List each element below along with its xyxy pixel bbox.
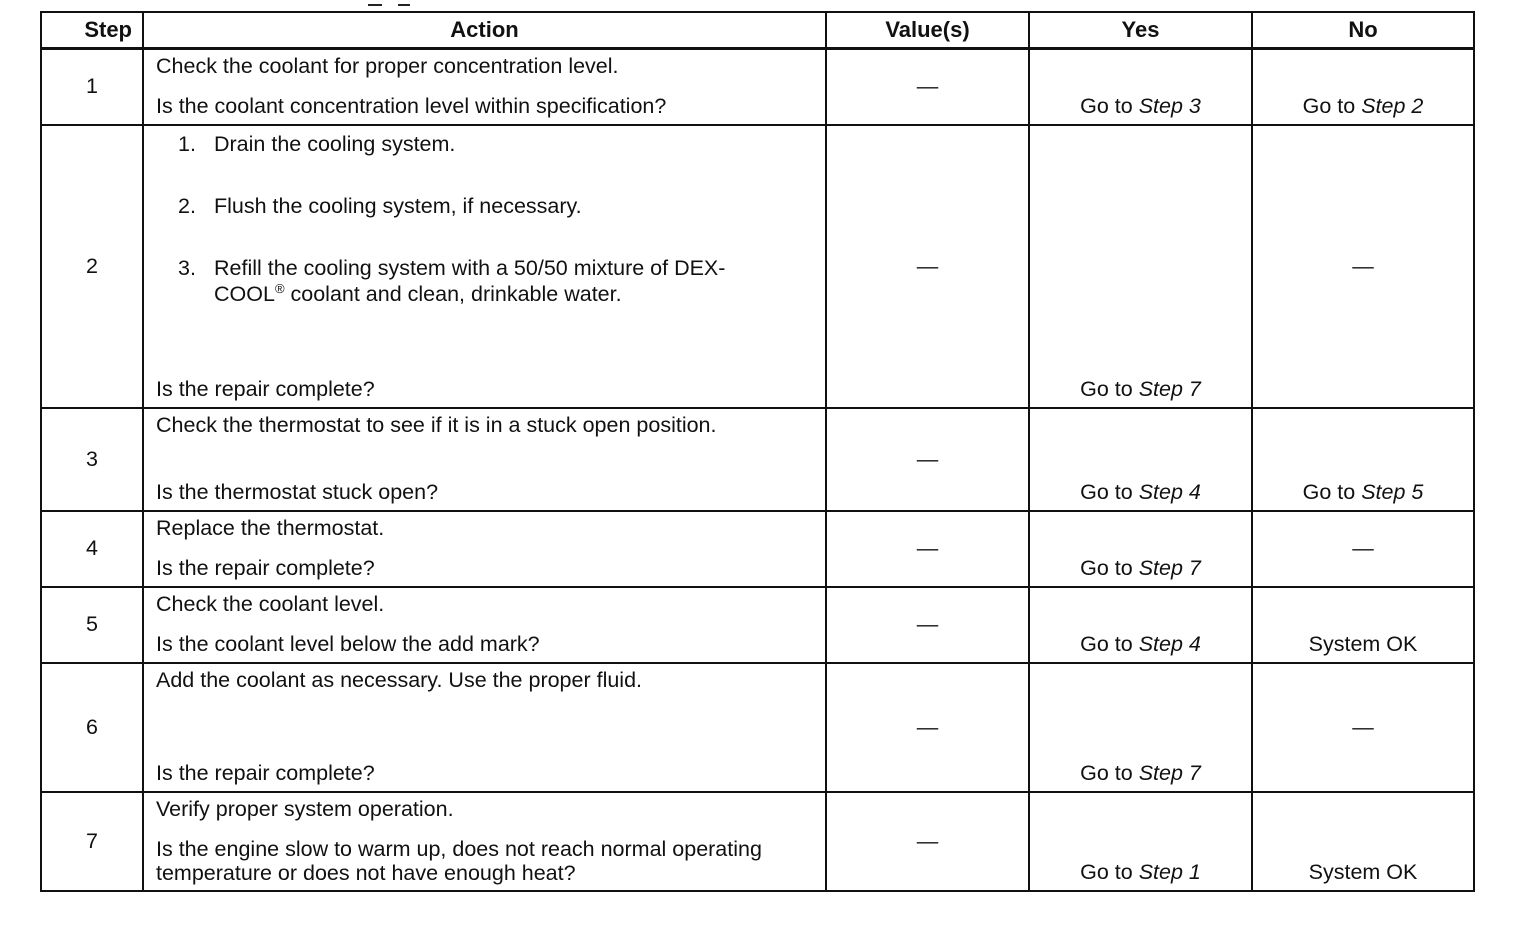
step-number: 5: [41, 587, 143, 663]
no-prefix: Go to: [1302, 94, 1362, 119]
table-row: [41, 125, 1474, 408]
no-cell: [1252, 663, 1474, 792]
action-question: Is the repair complete?: [156, 377, 375, 402]
diagnostic-table: [40, 11, 1475, 892]
no-dash: —: [1352, 714, 1374, 739]
list-number: 1.: [178, 132, 196, 156]
no-cell: [1252, 49, 1474, 126]
value-cell: [826, 408, 1029, 511]
no-cell: [1252, 587, 1474, 663]
yes-step-link: Step 3: [1138, 94, 1201, 119]
yes-cell: [1029, 49, 1252, 126]
action-question: Is the thermostat stuck open?: [156, 480, 439, 505]
action-question: Is the coolant level below the add mark?: [156, 632, 540, 657]
action-question: Is the repair complete?: [156, 761, 375, 786]
list-item: [178, 193, 817, 220]
yes-prefix: Go to: [1080, 94, 1139, 119]
list-text: Drain the cooling system.: [214, 132, 456, 156]
action-text: Check the coolant for proper concentration level.: [156, 54, 619, 78]
step-number: 1: [41, 49, 143, 126]
action-list: [156, 132, 817, 308]
value-dash: —: [916, 714, 939, 739]
action-cell: [143, 408, 826, 511]
list-item: [178, 255, 817, 309]
yes-step-link: Step 4: [1138, 632, 1201, 657]
action-question: Is the engine slow to warm up, does not reach normal operating temperature or does not have enough heat?: [156, 836, 762, 886]
action-text: Add the coolant as necessary. Use the proper fluid.: [156, 668, 643, 692]
yes-cell: [1029, 125, 1252, 408]
no-dash: —: [1352, 253, 1374, 278]
value-dash: —: [916, 74, 939, 99]
system-ok-text: System OK: [1308, 632, 1418, 657]
list-text: Refill the cooling system with a 50/50 mixture of DEX-COOL: [214, 255, 726, 307]
header-step: Step: [41, 12, 143, 49]
no-cell: [1252, 511, 1474, 587]
list-number: 2.: [178, 193, 196, 218]
header-no: No: [1252, 12, 1474, 49]
table-row: [41, 792, 1474, 891]
yes-step-link: Step 7: [1138, 761, 1201, 786]
value-dash: —: [916, 536, 939, 561]
table-row: [41, 49, 1474, 126]
yes-prefix: Go to: [1080, 632, 1139, 657]
value-dash: —: [916, 828, 939, 853]
table-row: [41, 511, 1474, 587]
value-cell: [826, 663, 1029, 792]
action-text: Check the thermostat to see if it is in a stuck open position.: [156, 413, 717, 437]
registered-mark: ®: [274, 281, 285, 297]
yes-cell: [1029, 511, 1252, 587]
step-number: 2: [41, 125, 143, 408]
list-item: [178, 132, 817, 158]
action-text: Check the coolant level.: [156, 592, 385, 616]
system-ok-text: System OK: [1308, 860, 1418, 885]
yes-cell: [1029, 408, 1252, 511]
yes-cell: [1029, 587, 1252, 663]
action-cell: [143, 587, 826, 663]
list-text: Flush the cooling system, if necessary.: [214, 193, 582, 218]
table-row: [41, 663, 1474, 792]
table-row: [41, 408, 1474, 511]
yes-cell: [1029, 663, 1252, 792]
action-cell: [143, 49, 826, 126]
stray-scan-mark: [368, 2, 416, 8]
value-cell: [826, 792, 1029, 891]
action-cell: [143, 792, 826, 891]
yes-prefix: Go to: [1080, 377, 1139, 402]
yes-cell: [1029, 792, 1252, 891]
value-dash: —: [916, 253, 939, 278]
action-text: Verify proper system operation.: [156, 797, 454, 821]
step-number: 4: [41, 511, 143, 587]
header-action: Action: [143, 12, 826, 49]
no-dash: —: [1352, 536, 1374, 561]
list-text: coolant and clean, drinkable water.: [284, 282, 622, 307]
yes-step-link: Step 1: [1138, 860, 1201, 885]
value-dash: —: [916, 612, 939, 637]
yes-prefix: Go to: [1080, 480, 1139, 505]
yes-prefix: Go to: [1080, 860, 1139, 885]
step-number: 3: [41, 408, 143, 511]
yes-step-link: Step 7: [1138, 377, 1201, 402]
no-cell: [1252, 408, 1474, 511]
header-values: Value(s): [826, 12, 1029, 49]
yes-step-link: Step 7: [1138, 556, 1201, 581]
no-step-link: Step 5: [1361, 480, 1424, 505]
step-number: 6: [41, 663, 143, 792]
action-text: Replace the thermostat.: [156, 516, 385, 540]
list-number: 3.: [178, 255, 196, 280]
value-cell: [826, 49, 1029, 126]
yes-prefix: Go to: [1080, 556, 1139, 581]
no-cell: [1252, 125, 1474, 408]
action-question: Is the coolant concentration level within specification?: [156, 94, 667, 119]
table-row: [41, 587, 1474, 663]
value-cell: [826, 587, 1029, 663]
header-yes: Yes: [1029, 12, 1252, 49]
value-cell: [826, 125, 1029, 408]
yes-step-link: Step 4: [1138, 480, 1201, 505]
no-step-link: Step 2: [1361, 94, 1424, 119]
no-cell: [1252, 792, 1474, 891]
yes-prefix: Go to: [1080, 761, 1139, 786]
action-cell: [143, 125, 826, 408]
header-row: [41, 12, 1474, 49]
value-dash: —: [916, 446, 939, 471]
action-cell: [143, 663, 826, 792]
action-question: Is the repair complete?: [156, 556, 375, 581]
value-cell: [826, 511, 1029, 587]
action-cell: [143, 511, 826, 587]
step-number: 7: [41, 792, 143, 891]
no-prefix: Go to: [1302, 480, 1362, 505]
